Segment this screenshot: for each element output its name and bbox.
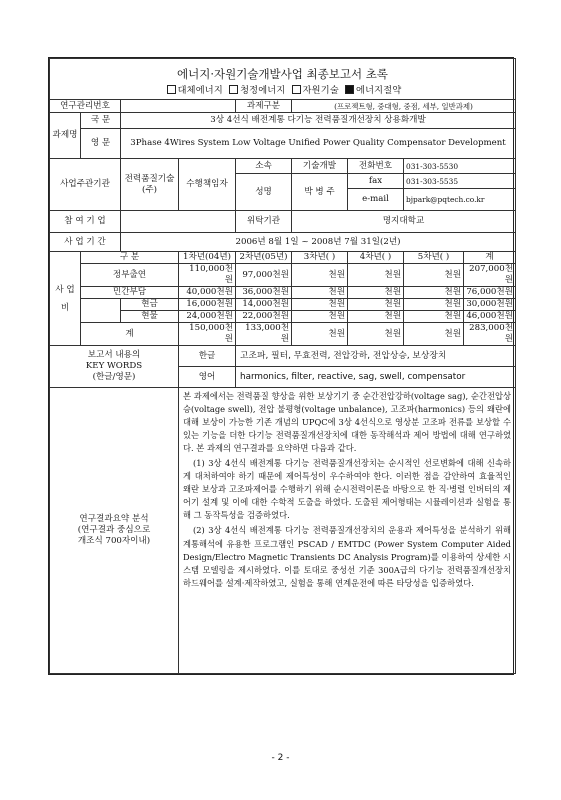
keywords-label-line: (한글/영문) [92, 372, 136, 382]
budget-cell: 76,000천원 [464, 287, 516, 299]
summary-body [179, 388, 516, 674]
budget-cell: 천원 [348, 299, 404, 311]
checkbox-resource[interactable] [292, 85, 301, 94]
fax-value: 031-303-5535 [404, 174, 516, 189]
kw-english-tag: 영어 [179, 367, 236, 388]
summary-paragraph: (2) 3상 4선식 배전계통 다기능 전력품질개선장치의 운용과 제어특성을 분석하기 위해 계통해석에 유용한 프로그램인 PSCAD / EMTDC (Power System Computer Aided Design/Electro Magnetic Transients DC Analysis Program)를 이용하여 상세한 시스템 모델링을 제시하였다. 이를 토대로 중성선 기준 300A급의 다기능 전력품질개선장치 하드웨어를 설계·제작하였고, 실험을 통해 연계운전에 따른 타당성을 입증하였다. [183, 525, 511, 588]
keywords-label [50, 346, 179, 388]
mgmt-no-label: 연구관리번호 [50, 100, 121, 113]
period-value: 2006년 8월 1일 ~ 2008년 7월 31일(2년) [121, 233, 516, 252]
person-name: 박 병 주 [292, 174, 348, 211]
mgmt-no-value [121, 100, 236, 113]
category-label: 청정에너지 [240, 84, 286, 96]
title-korean: 3상 4선식 배전계통 다기능 전력품질개선장치 상용화개발 [121, 113, 516, 129]
title-english: 3Phase 4Wires System Low Voltage Unified Power Quality Compensator Development [121, 129, 516, 159]
budget-header: 구 분 [81, 252, 179, 264]
budget-cell: 14,000천원 [236, 299, 292, 311]
budget-cell: 24,000천원 [179, 311, 236, 323]
category-checkboxes [52, 85, 513, 96]
budget-cell: 30,000천원 [464, 299, 516, 311]
category-label: 대체에너지 [177, 84, 223, 96]
budget-row-label: 정부출연 [81, 264, 179, 287]
checkbox-renewable[interactable] [167, 85, 176, 94]
form-title: 에너지·자원기술개발사업 최종보고서 초록 [177, 66, 388, 81]
fax-label: fax [348, 174, 404, 189]
name-label: 성명 [236, 174, 292, 211]
budget-cell: 40,000천원 [179, 287, 236, 299]
budget-cell: 천원 [292, 311, 348, 323]
budget-header: 1차년(04년) [179, 252, 236, 264]
summary-label [50, 388, 179, 674]
period-label: 사 업 기 간 [50, 233, 121, 252]
summary-label-line: 개조식 700자이내) [77, 536, 151, 546]
responsible-label: 수행책임자 [179, 159, 236, 211]
participant-label: 참 여 기 업 [50, 211, 121, 233]
budget-row-label: 민간부담 [81, 287, 179, 299]
checkbox-saving[interactable] [345, 85, 354, 94]
budget-cell: 천원 [348, 264, 404, 287]
host-org: 전력품질기술(주) [121, 159, 179, 211]
consigned-label: 위탁기관 [236, 211, 292, 233]
budget-cell: 천원 [292, 287, 348, 299]
budget-cell: 천원 [292, 323, 348, 346]
participant-value [121, 211, 236, 233]
task-name-label: 과제명 [50, 113, 81, 159]
category-label: 자원기술 [302, 84, 339, 96]
category-label: 에너지절약 [356, 84, 402, 96]
host-label: 사업주관기관 [50, 159, 121, 211]
budget-cell: 150,000천원 [179, 323, 236, 346]
keywords-english: harmonics, filter, reactive, sag, swell, compensator [236, 367, 516, 388]
budget-cell: 207,000천원 [464, 264, 516, 287]
budget-cell: 천원 [404, 311, 464, 323]
affiliation-label: 소속 [236, 159, 292, 174]
budget-cell: 천원 [348, 323, 404, 346]
budget-cell: 133,000천원 [236, 323, 292, 346]
summary-paragraph: 본 과제에서는 전력품질 향상을 위한 보상기기 중 순간전압강하(voltage sag), 순간전압상승(voltage swell), 전압 불평형(voltage unbalance), 고조파(harmonics) 등의 왜란에 대해 보상이 가능한 기존 개념의 UPQC에 3상 4선식으로 영상분 고조파 전류를 보상할 수 있는 기능을 더한 다기능 전력품질개선장치에 대한 동작해석과 제어 방법에 대해 연구하였다. 본 과제의 연구결과를 요약하면 다음과 같다. [183, 391, 511, 454]
budget-cell: 천원 [292, 264, 348, 287]
summary-paragraph: (1) 3상 4선식 배전계통 다기능 전력품질개선장치는 순시적인 선로변화에 대해 신속하게 대처하여야 하기 때문에 제어특성이 우수하여야 한다. 이러한 점을 감안하여 효율적인 왜란 보상과 고조파제어를 수행하기 위해 순시전력이론을 바탕으로 한 직·병렬 인버터의 제어기 설계 및 이에 대한 수학적 도출을 하였다. 도출된 제어형태는 시뮬레이션과 실험을 통해 그 동작특성을 검증하였다. [183, 458, 511, 521]
budget-header: 4차년( ) [348, 252, 404, 264]
budget-cell: 천원 [404, 287, 464, 299]
consigned-org: 명지대학교 [292, 211, 516, 233]
keywords-korean: 고조파, 필터, 무효전력, 전압강하, 전압상승, 보상장치 [236, 346, 516, 367]
keywords-label-line: KEY WORDS [85, 361, 143, 371]
keywords-label-line: 보고서 내용의 [87, 350, 141, 360]
dept-value: 기술개발 [292, 159, 348, 174]
form-header [50, 59, 516, 100]
budget-header: 3차년( ) [292, 252, 348, 264]
kw-korean-tag: 한글 [179, 346, 236, 367]
email-label: e-mail [348, 189, 404, 211]
budget-cell: 천원 [292, 299, 348, 311]
budget-side-label: 사 업 비 [50, 252, 81, 346]
budget-private-blank [81, 299, 121, 323]
korean-label: 국 문 [81, 113, 121, 129]
budget-cell: 천원 [348, 311, 404, 323]
page-number: - 2 - [271, 753, 290, 763]
budget-cell: 16,000천원 [179, 299, 236, 311]
phone-label: 전화번호 [348, 159, 404, 174]
budget-header: 2차년(05년) [236, 252, 292, 264]
task-class-value: (프로젝트형, 중대형, 중점, 세부, 일반과제) [292, 100, 516, 113]
budget-cell: 110,000천원 [179, 264, 236, 287]
budget-cell: 22,000천원 [236, 311, 292, 323]
abstract-table [49, 58, 516, 674]
budget-sub-label: 현금 [121, 299, 179, 311]
checkbox-clean[interactable] [229, 85, 238, 94]
budget-cell: 천원 [348, 287, 404, 299]
budget-cell: 천원 [404, 299, 464, 311]
budget-header: 5차년( ) [404, 252, 464, 264]
report-abstract-form [48, 57, 514, 675]
budget-row-label: 계 [81, 323, 179, 346]
budget-sub-label: 현물 [121, 311, 179, 323]
english-label: 영 문 [81, 129, 121, 159]
task-class-label: 과제구분 [236, 100, 292, 113]
email-value: bjpark@pqtech.co.kr [404, 189, 516, 211]
budget-cell: 97,000천원 [236, 264, 292, 287]
budget-cell: 46,000천원 [464, 311, 516, 323]
budget-cell: 천원 [404, 323, 464, 346]
budget-cell: 천원 [404, 264, 464, 287]
summary-label-line: (연구결과 중심으로 [77, 525, 151, 535]
phone-value: 031-303-5530 [404, 159, 516, 174]
budget-cell: 36,000천원 [236, 287, 292, 299]
budget-cell: 283,000천원 [464, 323, 516, 346]
budget-header: 계 [464, 252, 516, 264]
summary-label-line: 연구결과요약 분석 [79, 514, 149, 524]
